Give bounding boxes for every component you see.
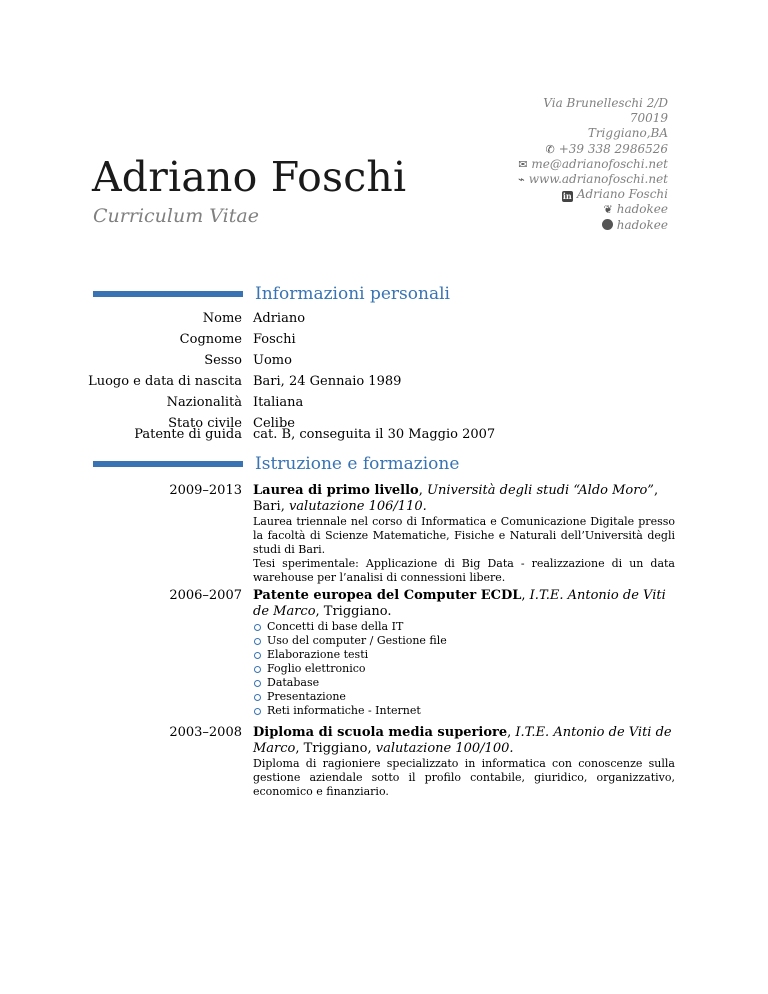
entry-heading: Laurea di primo livello, Università degli studi “Aldo Moro”, Bari, valutazione 106/110. [253, 483, 659, 514]
section-title-personal: Informazioni personali [255, 284, 450, 304]
entry-grade: valutazione 100/100 [375, 741, 510, 756]
contact-street: Via Brunelleschi 2/D [543, 96, 668, 110]
contact-twitter-line[interactable] [518, 202, 668, 217]
contact-zip: 70019 [629, 111, 668, 126]
entry-description [253, 515, 675, 585]
section-bar-personal [93, 291, 243, 297]
contact-phone: +39 338 2986526 [558, 141, 668, 156]
twitter-icon: ❦ [603, 203, 613, 217]
field-value: Celibe [253, 416, 295, 431]
contact-linkedin[interactable]: Adriano Foschi [576, 187, 668, 202]
contact-email-line[interactable] [518, 157, 668, 172]
field-label: Stato civile [168, 416, 242, 431]
list-item: Uso del computer / Gestione file [253, 634, 447, 648]
entry-years: 2006–2007 [169, 588, 242, 603]
field-label: Luogo e data di nascita [88, 374, 242, 389]
entry-degree: Diploma di scuola media superiore [253, 725, 508, 740]
cv-subtitle: Curriculum Vitae [93, 205, 259, 227]
entry-description: Diploma di ragioniere specializzato in informatica con conoscenze sulla gestione aziendale sotto il profilo contabile, giuridico, organizzativo, economico e finanziario. [253, 757, 675, 798]
field-label: Sesso [204, 353, 242, 368]
list-item: Elaborazione testi [253, 648, 447, 662]
entry-years: 2003–2008 [169, 725, 242, 740]
field-value: Foschi [253, 332, 296, 347]
entry-institution: I.T.E. Antonio de Viti de Marco [253, 588, 666, 619]
contact-website[interactable]: www.adrianofoschi.net [528, 172, 668, 187]
entry-heading: Diploma di scuola media superiore, I.T.E. Antonio de Viti de Marco, Triggiano, valutazione 100/100. [253, 725, 672, 756]
list-item: Foglio elettronico [253, 662, 447, 676]
linkedin-icon: in [562, 191, 572, 202]
entry-degree: Laurea di primo livello [253, 483, 419, 498]
entry-grade: valutazione 106/110 [288, 499, 423, 514]
field-value: cat. B, conseguita il 30 Maggio 2007 [253, 427, 496, 442]
field-value: Adriano [253, 311, 306, 326]
entry-description-text: Laurea triennale nel corso di Informatica e Comunicazione Digitale presso la facoltà di Scienze Matematiche, Fisiche e Naturali dell’Università degli studi di Bari. [253, 515, 675, 556]
field-label: Nazionalità [166, 395, 242, 410]
entry-place: Bari [253, 499, 281, 514]
contact-github[interactable]: hadokee [616, 217, 668, 232]
section-title-education: Istruzione e formazione [255, 454, 460, 474]
entry-institution: I.T.E. Antonio de Viti de Marco [253, 725, 672, 756]
contact-linkedin-line[interactable] [518, 187, 668, 202]
list-item: Reti informatiche - Internet [253, 704, 447, 718]
contact-block [518, 96, 668, 233]
entry-heading: Patente europea del Computer ECDL, I.T.E. Antonio de Viti de Marco, Triggiano. [253, 588, 666, 619]
contact-github-line[interactable] [518, 218, 668, 233]
entry-thesis: Tesi sperimentale: Applicazione di Big Data - realizzazione di un data warehouse per l’analisi di connessioni libere. [253, 557, 675, 584]
contact-website-line[interactable] [518, 172, 668, 187]
section-bar-education [93, 461, 243, 467]
list-item: Database [253, 676, 447, 690]
contact-phone-line [518, 142, 668, 157]
entry-place: Triggiano [323, 604, 388, 619]
entry-degree: Patente europea del Computer ECDL [253, 588, 522, 603]
list-item: Presentazione [253, 690, 447, 704]
list-item: Concetti di base della IT [253, 620, 447, 634]
github-icon [602, 219, 613, 230]
mobile-phone-icon: ✆ [545, 142, 555, 156]
field-value: Bari, 24 Gennaio 1989 [253, 374, 402, 389]
contact-email[interactable]: me@adrianofoschi.net [531, 156, 668, 171]
entry-institution: Università degli studi “Aldo Moro” [426, 483, 654, 498]
field-label: Cognome [179, 332, 242, 347]
mouse-icon: ⌁ [518, 173, 525, 187]
contact-twitter[interactable]: hadokee [616, 202, 668, 217]
entry-years: 2009–2013 [169, 483, 242, 498]
cv-name: Adriano Foschi [92, 153, 407, 201]
contact-city: Triggiano,BA [587, 126, 668, 141]
entry-item-list [253, 620, 447, 718]
entry-place: Triggiano [303, 741, 368, 756]
envelope-icon: ✉ [518, 157, 528, 171]
field-label: Nome [202, 311, 242, 326]
field-value: Italiana [253, 395, 304, 410]
field-value: Uomo [253, 353, 292, 368]
field-label: Patente di guida [134, 427, 242, 442]
